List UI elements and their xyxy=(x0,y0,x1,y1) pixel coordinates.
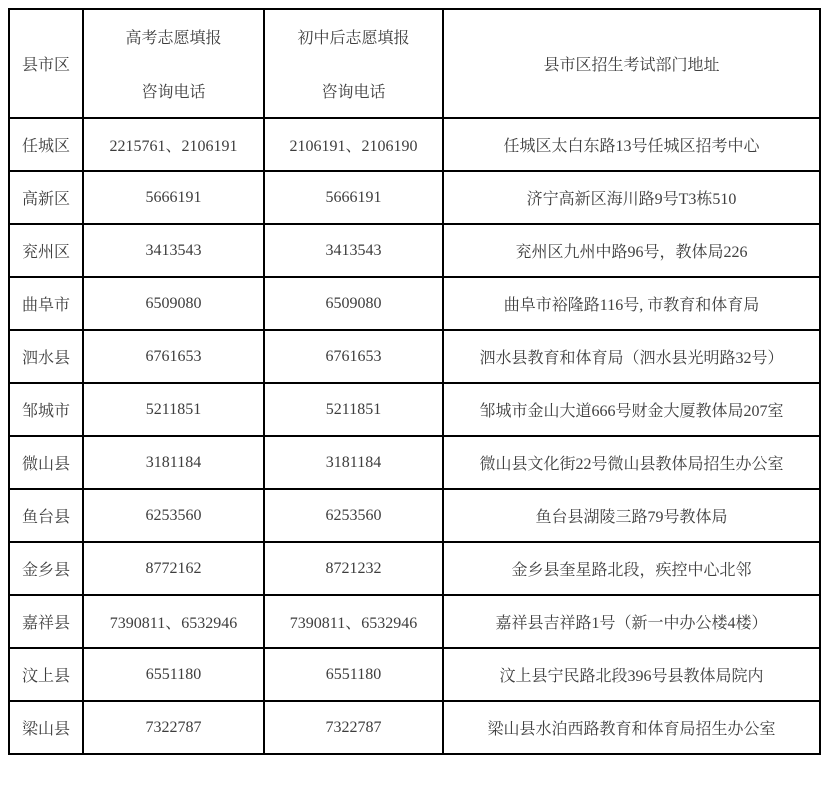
table-row xyxy=(9,277,820,330)
table-row xyxy=(9,701,820,754)
district-cell: 金乡县 xyxy=(9,542,83,595)
chuzhonghou-phone-cell: 5666191 xyxy=(264,171,443,224)
header-gaokao-phone-line1: 高考志愿填报 xyxy=(125,30,222,47)
district-cell: 任城区 xyxy=(9,118,83,171)
chuzhonghou-phone-cell: 7322787 xyxy=(264,701,443,754)
table-row xyxy=(9,171,820,224)
chuzhonghou-phone-cell: 6551180 xyxy=(264,648,443,701)
district-cell: 梁山县 xyxy=(9,701,83,754)
table-row xyxy=(9,436,820,489)
district-cell: 邹城市 xyxy=(9,383,83,436)
district-cell: 兖州区 xyxy=(9,224,83,277)
header-chuzhonghou-phone xyxy=(264,9,443,118)
table-row xyxy=(9,330,820,383)
district-cell: 嘉祥县 xyxy=(9,595,83,648)
address-cell: 任城区太白东路13号任城区招考中心 xyxy=(443,118,820,171)
address-cell: 微山县文化街22号微山县教体局招生办公室 xyxy=(443,436,820,489)
gaokao-phone-cell: 6509080 xyxy=(83,277,264,330)
table-row xyxy=(9,383,820,436)
chuzhonghou-phone-cell: 3181184 xyxy=(264,436,443,489)
header-district: 县市区 xyxy=(9,9,83,118)
address-cell: 金乡县奎星路北段，疾控中心北邻 xyxy=(443,542,820,595)
chuzhonghou-phone-cell: 2106191、2106190 xyxy=(264,118,443,171)
gaokao-phone-cell: 7322787 xyxy=(83,701,264,754)
gaokao-phone-cell: 3181184 xyxy=(83,436,264,489)
chuzhonghou-phone-cell: 3413543 xyxy=(264,224,443,277)
table-body xyxy=(9,118,820,754)
table-row xyxy=(9,542,820,595)
header-gaokao-phone xyxy=(83,9,264,118)
address-cell: 鱼台县湖陵三路79号教体局 xyxy=(443,489,820,542)
table-row xyxy=(9,595,820,648)
header-chuzhonghou-phone-line1: 初中后志愿填报 xyxy=(297,30,410,47)
address-cell: 梁山县水泊西路教育和体育局招生办公室 xyxy=(443,701,820,754)
address-cell: 嘉祥县吉祥路1号（新一中办公楼4楼） xyxy=(443,595,820,648)
gaokao-phone-cell: 6761653 xyxy=(83,330,264,383)
district-cell: 曲阜市 xyxy=(9,277,83,330)
address-cell: 邹城市金山大道666号财金大厦教体局207室 xyxy=(443,383,820,436)
chuzhonghou-phone-cell: 7390811、6532946 xyxy=(264,595,443,648)
address-cell: 曲阜市裕隆路116号, 市教育和体育局 xyxy=(443,277,820,330)
address-cell: 济宁高新区海川路9号T3栋510 xyxy=(443,171,820,224)
header-row xyxy=(9,9,820,118)
chuzhonghou-phone-cell: 6509080 xyxy=(264,277,443,330)
table-row xyxy=(9,489,820,542)
gaokao-phone-cell: 8772162 xyxy=(83,542,264,595)
address-cell: 泗水县教育和体育局（泗水县光明路32号） xyxy=(443,330,820,383)
table-row xyxy=(9,224,820,277)
gaokao-phone-cell: 5666191 xyxy=(83,171,264,224)
gaokao-phone-cell: 5211851 xyxy=(83,383,264,436)
address-cell: 兖州区九州中路96号，教体局226 xyxy=(443,224,820,277)
chuzhonghou-phone-cell: 6761653 xyxy=(264,330,443,383)
table-row xyxy=(9,118,820,171)
gaokao-phone-cell: 7390811、6532946 xyxy=(83,595,264,648)
address-cell: 汶上县宁民路北段396号县教体局院内 xyxy=(443,648,820,701)
district-cell: 微山县 xyxy=(9,436,83,489)
gaokao-phone-cell: 2215761、2106191 xyxy=(83,118,264,171)
header-gaokao-phone-line2: 咨询电话 xyxy=(141,84,206,101)
header-address: 县市区招生考试部门地址 xyxy=(443,9,820,118)
gaokao-phone-cell: 3413543 xyxy=(83,224,264,277)
gaokao-phone-cell: 6551180 xyxy=(83,648,264,701)
chuzhonghou-phone-cell: 6253560 xyxy=(264,489,443,542)
table-header xyxy=(9,9,820,118)
district-cell: 泗水县 xyxy=(9,330,83,383)
district-cell: 鱼台县 xyxy=(9,489,83,542)
gaokao-phone-cell: 6253560 xyxy=(83,489,264,542)
table-row xyxy=(9,648,820,701)
district-cell: 汶上县 xyxy=(9,648,83,701)
district-cell: 高新区 xyxy=(9,171,83,224)
admissions-contact-table xyxy=(8,8,821,755)
header-chuzhonghou-phone-line2: 咨询电话 xyxy=(321,84,386,101)
chuzhonghou-phone-cell: 8721232 xyxy=(264,542,443,595)
chuzhonghou-phone-cell: 5211851 xyxy=(264,383,443,436)
